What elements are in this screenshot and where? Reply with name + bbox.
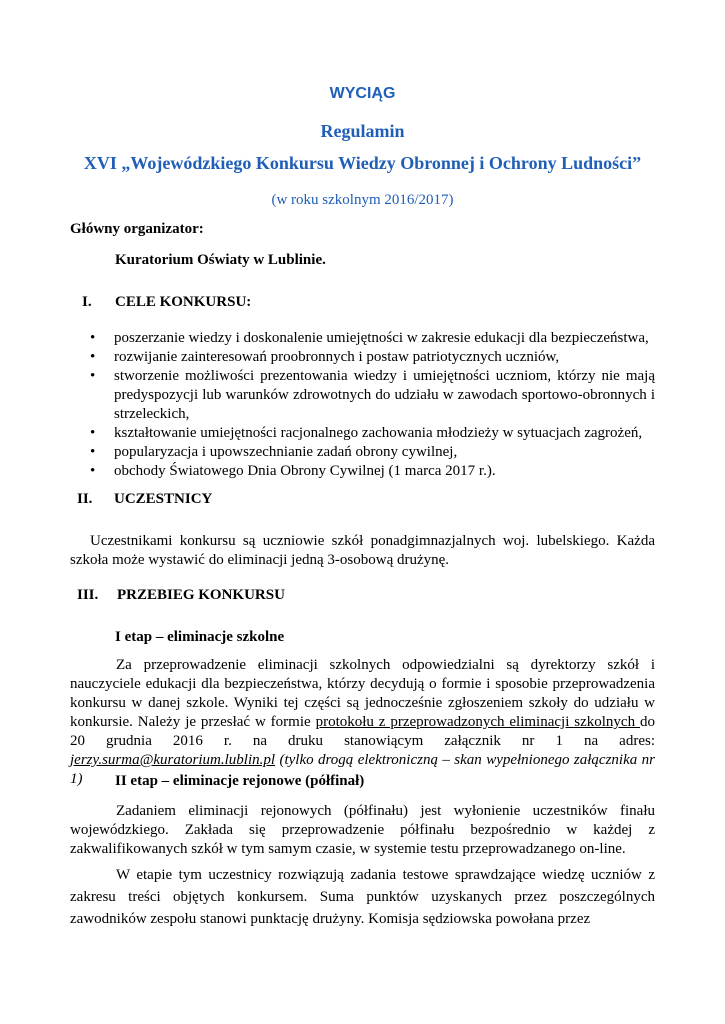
email-link[interactable]: jerzy.surma@kuratorium.lublin.pl bbox=[70, 752, 276, 768]
stage-2-title: II etap – eliminacje rejonowe (półfinał) bbox=[115, 773, 365, 789]
stage-2-paragraph-1: Zadaniem eliminacji rejonowych (półfinału) jest wyłonienie uczestników finału wojewódzkiego. Zakłada się przeprowadzenie półfinału bezpośrednio w każdej z zakwalifikowanych szkół w tym samym czasie, w systemie testu przeprowadzanego on-line. bbox=[70, 803, 655, 857]
list-item: • poszerzanie wiedzy i doskonalenie umiejętności w zakresie edukacji dla bezpieczeństwa, bbox=[90, 330, 649, 346]
section-number: II. bbox=[77, 491, 93, 507]
bullet-icon: • bbox=[90, 463, 96, 479]
organizer-name: Kuratorium Oświaty w Lublinie. bbox=[115, 252, 326, 268]
section-number: III. bbox=[77, 587, 99, 603]
bullet-icon: • bbox=[90, 330, 96, 346]
organizer-label: Główny organizator: bbox=[70, 221, 204, 237]
bullet-icon: • bbox=[90, 368, 96, 384]
submission-note: (tylko drogą elektroniczną – skan wypełnionego załącznika nr 1) bbox=[70, 752, 655, 787]
document-heading: Regulamin bbox=[320, 121, 405, 141]
list-item: • rozwijanie zainteresowań proobronnych i postaw patriotycznych uczniów, bbox=[90, 349, 560, 365]
stage-1-paragraph: Za przeprowadzenie eliminacji szkolnych odpowiedzialni są dyrektorzy szkół i nauczyciele edukacji dla bezpieczeństwa, którzy decydują o formie i sposobie przeprowadzenia konkursu w danej szkole. Wyniki tej części są jednocześnie zgłoszeniem szkoły do udziału w konkursie. Należy je przesłać w formie protokołu z przeprowadzonych eliminacji szkolnych do 20 grudnia 2016 r. na druku stanowiącym załącznik nr 1 na adres: jerzy.surma@kuratorium.lublin.pl (tylko drogą elektroniczną – skan wypełnionego załącznika nr 1) bbox=[70, 657, 655, 787]
stage-1-title: I etap – eliminacje szkolne bbox=[115, 629, 285, 645]
section-number: I. bbox=[82, 294, 92, 310]
document-subtitle: (w roku szkolnym 2016/2017) bbox=[271, 192, 454, 208]
section-title: CELE KONKURSU: bbox=[115, 294, 252, 310]
protocol-text: protokołu z przeprowadzonych eliminacji szkolnych bbox=[315, 714, 640, 730]
list-item: • kształtowanie umiejętności racjonalnego zachowania młodzieży w sytuacjach zagrożeń, bbox=[90, 425, 643, 441]
list-item: • stworzenie możliwości prezentowania wiedzy i umiejętności uczniom, którzy nie mają predyspozycji lub warunków zdrowotnych do udziału w zawodach sportowo-obronnych i strzeleckich, bbox=[90, 368, 655, 422]
document-title: XVI „Wojewódzkiego Konkursu Wiedzy Obronnej i Ochrony Ludności” bbox=[83, 153, 642, 173]
section-title: UCZESTNICY bbox=[114, 491, 213, 507]
bullet-icon: • bbox=[90, 425, 96, 441]
list-item: • popularyzacja i upowszechnianie zadań obrony cywilnej, bbox=[90, 444, 458, 460]
goals-list bbox=[70, 329, 655, 481]
section-title: PRZEBIEG KONKURSU bbox=[117, 587, 285, 603]
list-item: • obchody Światowego Dnia Obrony Cywilnej (1 marca 2017 r.). bbox=[90, 463, 496, 479]
bullet-icon: • bbox=[90, 349, 96, 365]
participants-paragraph: Uczestnikami konkursu są uczniowie szkół ponadgimnazjalnych woj. lubelskiego. Każda szkoła może wystawić do eliminacji jedną 3-osobową drużynę. bbox=[70, 533, 655, 568]
bullet-icon: • bbox=[90, 444, 96, 460]
document-label: WYCIĄG bbox=[329, 85, 396, 102]
stage-2-paragraph-2: W etapie tym uczestnicy rozwiązują zadania testowe sprawdzające wiedzę uczniów z zakresu treści objętych konkursem. Suma punktów uzyskanych przez poszczególnych zawodników zespołu stanowi punktację drużyny. Komisja sędziowska powołana przez bbox=[70, 867, 655, 927]
